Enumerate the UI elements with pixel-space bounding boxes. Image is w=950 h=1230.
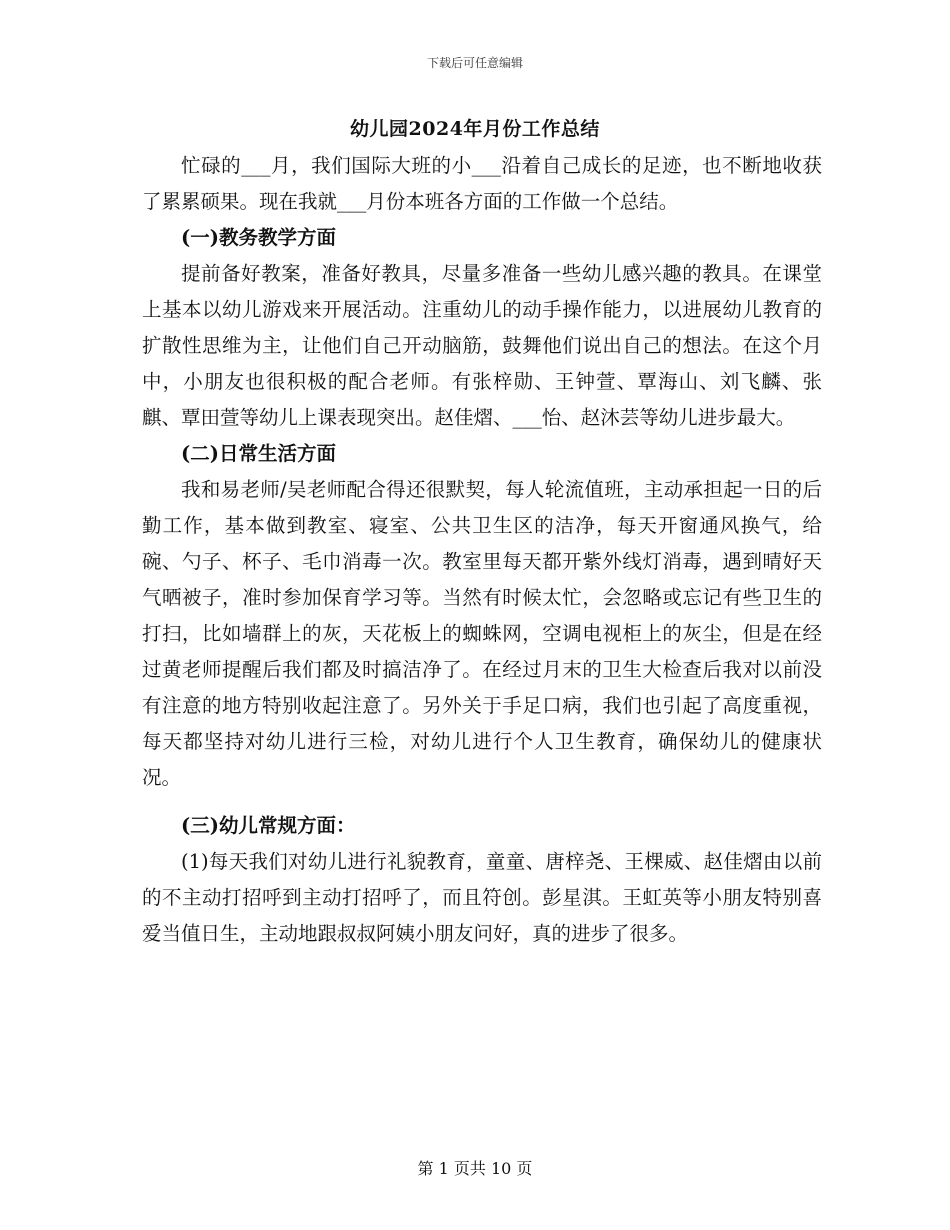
section-heading-daily-life: (二)日常生活方面 (181, 442, 336, 465)
section-paragraph-routine: (1)每天我们对幼儿进行礼貌教育，童童、唐梓尧、王棵威、赵佳熠由以前的不主动打招呼到主动打招呼了，而且符创。彭星淇。王虹英等小朋友特别喜爱当值日生，主动地跟叔叔阿姨小朋友问好，真的进步了很多。 (142, 850, 822, 945)
page-header: 下载后可任意编辑 (426, 56, 523, 70)
intro-paragraph: 忙碌的___月，我们国际大班的小___沿着自己成长的足迹，也不断地收获了累累硕果。现在我就___月份本班各方面的工作做一个总结。 (142, 154, 822, 213)
section-paragraph-teaching: 提前备好教案，准备好教具，尽量多准备一些幼儿感兴趣的教具。在课堂上基本以幼儿游戏来开展活动。注重幼儿的动手操作能力，以进展幼儿教育的扩散性思维为主，让他们自己开动脑筋，鼓舞他们说出自己的想法。在这个月中，小朋友也很积极的配合老师。有张梓勋、王钟萱、覃海山、刘飞麟、张麒、覃田萱等幼儿上课表现突出。赵佳熠、___怡、赵沐芸等幼儿进步最大。 (142, 262, 822, 429)
document-title: 幼儿园2024年月份工作总结 (350, 118, 600, 140)
section-heading-teaching: (一)教务教学方面 (181, 226, 336, 249)
section-heading-routine: (三)幼儿常规方面： (181, 814, 356, 837)
page-number: 第 1 页共 10 页 (417, 1159, 533, 1178)
section-paragraph-daily-life: 我和易老师/吴老师配合得还很默契，每人轮流值班，主动承担起一日的后勤工作，基本做到教室、寝室、公共卫生区的洁净，每天开窗通风换气，给碗、勺子、杯子、毛巾消毒一次。教室里每天都开紫外线灯消毒，遇到晴好天气晒被子，准时参加保育学习等。当然有时候太忙，会忽略或忘记有些卫生的打扫，比如墙群上的灰，天花板上的蜘蛛网，空调电视柜上的灰尘，但是在经过黄老师提醒后我们都及时搞洁净了。在经过月末的卫生大检查后我对以前没有注意的地方特别收起注意了。另外关于手足口病，我们也引起了高度重视，每天都坚持对幼儿进行三检，对幼儿进行个人卫生教育，确保幼儿的健康状况。 (142, 478, 822, 789)
document-body (142, 148, 822, 952)
